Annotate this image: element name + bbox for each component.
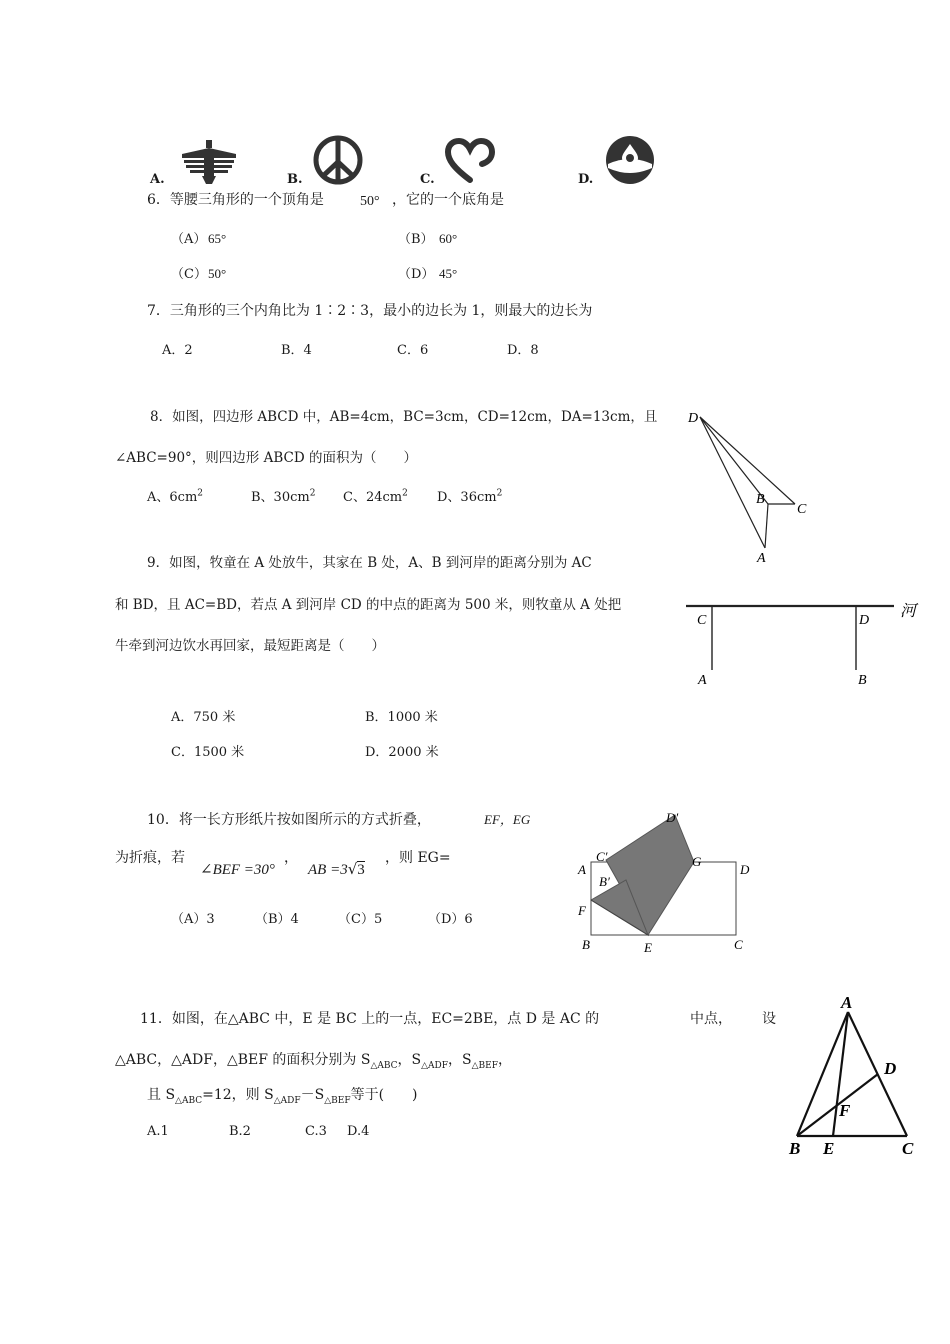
q8-option-c-sup: 2 bbox=[402, 488, 408, 499]
q6-option-b-label: （B） bbox=[398, 232, 434, 247]
q11-comma-3: ， bbox=[497, 1052, 512, 1068]
q11-line2-sub-bef: △BEF bbox=[471, 1060, 498, 1071]
q9-line3: 牛牵到河边饮水再回家，最短距离是（ ） bbox=[115, 638, 385, 654]
q7-stem: 7．三角形的三个内角比为 1∶2∶3，最小的边长为 1，则最大的边长为 bbox=[147, 303, 593, 319]
q8-edge-ab bbox=[765, 504, 768, 548]
q10-figure bbox=[570, 806, 760, 962]
q11-line2-sub-adf: △ADF bbox=[421, 1060, 449, 1071]
q7-option-d: D．8 bbox=[507, 343, 539, 358]
q11-line3 bbox=[147, 1086, 418, 1110]
q8-option-b bbox=[251, 486, 315, 505]
q11-line3-sub3: △BEF bbox=[324, 1095, 351, 1106]
q10-ab-expression bbox=[308, 860, 365, 879]
q10-angle: ∠BEF =30° bbox=[200, 862, 275, 878]
q10-label-e: E bbox=[644, 940, 652, 955]
q10-option-c: （C）5 bbox=[338, 912, 383, 927]
q10-label-d-prime: D′ bbox=[666, 810, 679, 825]
q7-option-c: C．6 bbox=[397, 343, 429, 358]
q11-option-b: B.2 bbox=[229, 1124, 251, 1139]
q8-label-d: D bbox=[688, 411, 699, 426]
q11-line3-c: －S bbox=[300, 1087, 325, 1103]
q9-figure bbox=[680, 592, 942, 692]
q9-label-c: C bbox=[697, 613, 707, 628]
q5-option-a-label: A. bbox=[150, 172, 165, 187]
q11-option-a: A.1 bbox=[147, 1124, 169, 1139]
q11-line2 bbox=[115, 1051, 512, 1075]
q6-option-b-value: 60° bbox=[439, 231, 458, 246]
q8-option-c bbox=[343, 486, 408, 505]
q11-option-d: D.4 bbox=[347, 1124, 370, 1139]
q10-root: 3 bbox=[357, 862, 365, 878]
peace-symbol-icon bbox=[312, 134, 364, 186]
q10-label-b: B bbox=[582, 937, 590, 952]
q9-line2: 和 BD，且 AC=BD，若点 A 到河岸 CD 的中点的距离为 500 米，则牧童从 A 处把 bbox=[115, 597, 622, 613]
q11-line1-b: 中点， bbox=[690, 1011, 732, 1027]
q10-line1-math: EF，EG bbox=[484, 812, 531, 827]
q8-option-a-sup: 2 bbox=[197, 488, 204, 499]
q10-label-c-prime: C′ bbox=[596, 849, 608, 864]
q5-option-d-label: D. bbox=[578, 172, 594, 187]
q6-angle: 50° bbox=[360, 194, 380, 209]
q8-option-c-text: C、24cm bbox=[343, 490, 403, 505]
q8-label-a: A bbox=[757, 551, 766, 566]
q8-option-a bbox=[147, 486, 203, 505]
q8-option-d-text: D、36cm bbox=[437, 490, 497, 505]
q11-line1-a: 11．如图，在△ABC 中，E 是 BC 上的一点，EC=2BE，点 D 是 AC 的 bbox=[140, 1011, 600, 1027]
q10-label-b-prime: B′ bbox=[599, 874, 610, 889]
q7-option-a: A．2 bbox=[162, 343, 193, 358]
q6-option-d-value: 45° bbox=[439, 266, 458, 281]
q11-label-d: D bbox=[884, 1059, 897, 1078]
q11-label-a: A bbox=[841, 993, 853, 1012]
q8-option-d bbox=[437, 486, 502, 505]
q10-sep: ， bbox=[284, 850, 298, 866]
q10-label-a: A bbox=[578, 862, 586, 877]
q8-option-b-text: B、30cm bbox=[251, 490, 310, 505]
q11-line1-c: 设 bbox=[762, 1011, 776, 1027]
q6-stem: 6．等腰三角形的一个顶角是 bbox=[147, 192, 324, 208]
q10-label-f: F bbox=[578, 903, 586, 918]
q6-option-a-label: （A） bbox=[171, 232, 207, 247]
q10-line2-start: 为折痕，若 bbox=[115, 850, 185, 866]
q11-line3-b: =12，则 S bbox=[202, 1087, 274, 1103]
q11-line2-text: △ABC，△ADF，△BEF 的面积分别为 S bbox=[115, 1052, 371, 1068]
q8-line2: ∠ABC=90°，则四边形 ABCD 的面积为（ ） bbox=[115, 450, 417, 466]
q8-label-c: C bbox=[797, 502, 807, 517]
q11-figure bbox=[785, 990, 925, 1162]
q8-option-b-sup: 2 bbox=[309, 488, 316, 499]
q8-edge-da bbox=[700, 417, 765, 548]
water-drop-emblem-icon bbox=[604, 134, 656, 186]
q6-option-c-label: （C） bbox=[171, 267, 207, 282]
q10-label-d: D bbox=[740, 862, 750, 877]
q8-option-d-sup: 2 bbox=[496, 488, 503, 499]
q10-label-g: G bbox=[692, 854, 702, 869]
q11-label-c: C bbox=[902, 1139, 914, 1158]
q8-line1: 8．如图，四边形 ABCD 中，AB=4cm，BC=3cm，CD=12cm，DA=13cm，且 bbox=[150, 409, 658, 425]
q8-edge-db bbox=[700, 417, 768, 504]
q11-line3-sub2: △ADF bbox=[273, 1095, 301, 1106]
q5-option-b-label: B. bbox=[287, 172, 303, 187]
q6-option-d-label: （D） bbox=[398, 267, 435, 282]
q9-option-c: C．1500 米 bbox=[171, 745, 245, 760]
q9-line1: 9．如图，牧童在 A 处放牛，其家在 B 处，A、B 到河岸的距离分别为 AC bbox=[147, 555, 592, 571]
q6-option-a-value: 65° bbox=[208, 231, 227, 246]
q7-option-b: B．4 bbox=[281, 343, 312, 358]
q6-option-c-value: 50° bbox=[208, 266, 227, 281]
q11-option-c: C.3 bbox=[305, 1124, 327, 1139]
eagle-emblem-icon bbox=[178, 138, 240, 186]
q5-option-c-label: C. bbox=[420, 172, 435, 187]
q10-line2-end: ，则 EG= bbox=[385, 850, 451, 866]
q8-option-a-text: A、6cm bbox=[147, 490, 198, 505]
q11-label-f: F bbox=[839, 1101, 851, 1120]
q9-river-label: 河 bbox=[900, 601, 917, 620]
q11-line3-sub1: △ABC bbox=[175, 1095, 203, 1106]
q11-label-b: B bbox=[789, 1139, 801, 1158]
q10-ab: AB =3 bbox=[308, 862, 348, 878]
q6-stem-tail: ，它的一个底角是 bbox=[392, 192, 504, 208]
q8-label-b: B bbox=[756, 492, 765, 507]
q10-option-b: （B）4 bbox=[255, 912, 299, 927]
q11-line3-a: 且 S bbox=[147, 1087, 176, 1103]
q10-option-a: （A）3 bbox=[171, 912, 215, 927]
q11-line2-sub-abc: △ABC bbox=[370, 1060, 398, 1071]
sqrt-symbol-icon: √ bbox=[347, 860, 358, 878]
q9-option-a: A．750 米 bbox=[171, 710, 236, 725]
heart-outline-icon bbox=[444, 138, 496, 184]
q11-comma-1: ，S bbox=[397, 1052, 422, 1068]
q9-option-b: B．1000 米 bbox=[365, 710, 438, 725]
q8-edge-dc bbox=[700, 417, 795, 504]
q10-option-d: （D）6 bbox=[428, 912, 473, 927]
q8-figure bbox=[680, 400, 820, 570]
q9-option-d: D．2000 米 bbox=[365, 745, 439, 760]
q9-label-b: B bbox=[858, 673, 867, 688]
q11-line3-d: 等于( ) bbox=[350, 1087, 418, 1103]
q9-label-a: A bbox=[698, 673, 707, 688]
q9-label-d: D bbox=[859, 613, 870, 628]
q10-label-c: C bbox=[734, 937, 743, 952]
q10-line1: 10．将一长方形纸片按如图所示的方式折叠， bbox=[147, 812, 431, 828]
q11-label-e: E bbox=[823, 1139, 835, 1158]
q11-comma-2: ，S bbox=[448, 1052, 472, 1068]
